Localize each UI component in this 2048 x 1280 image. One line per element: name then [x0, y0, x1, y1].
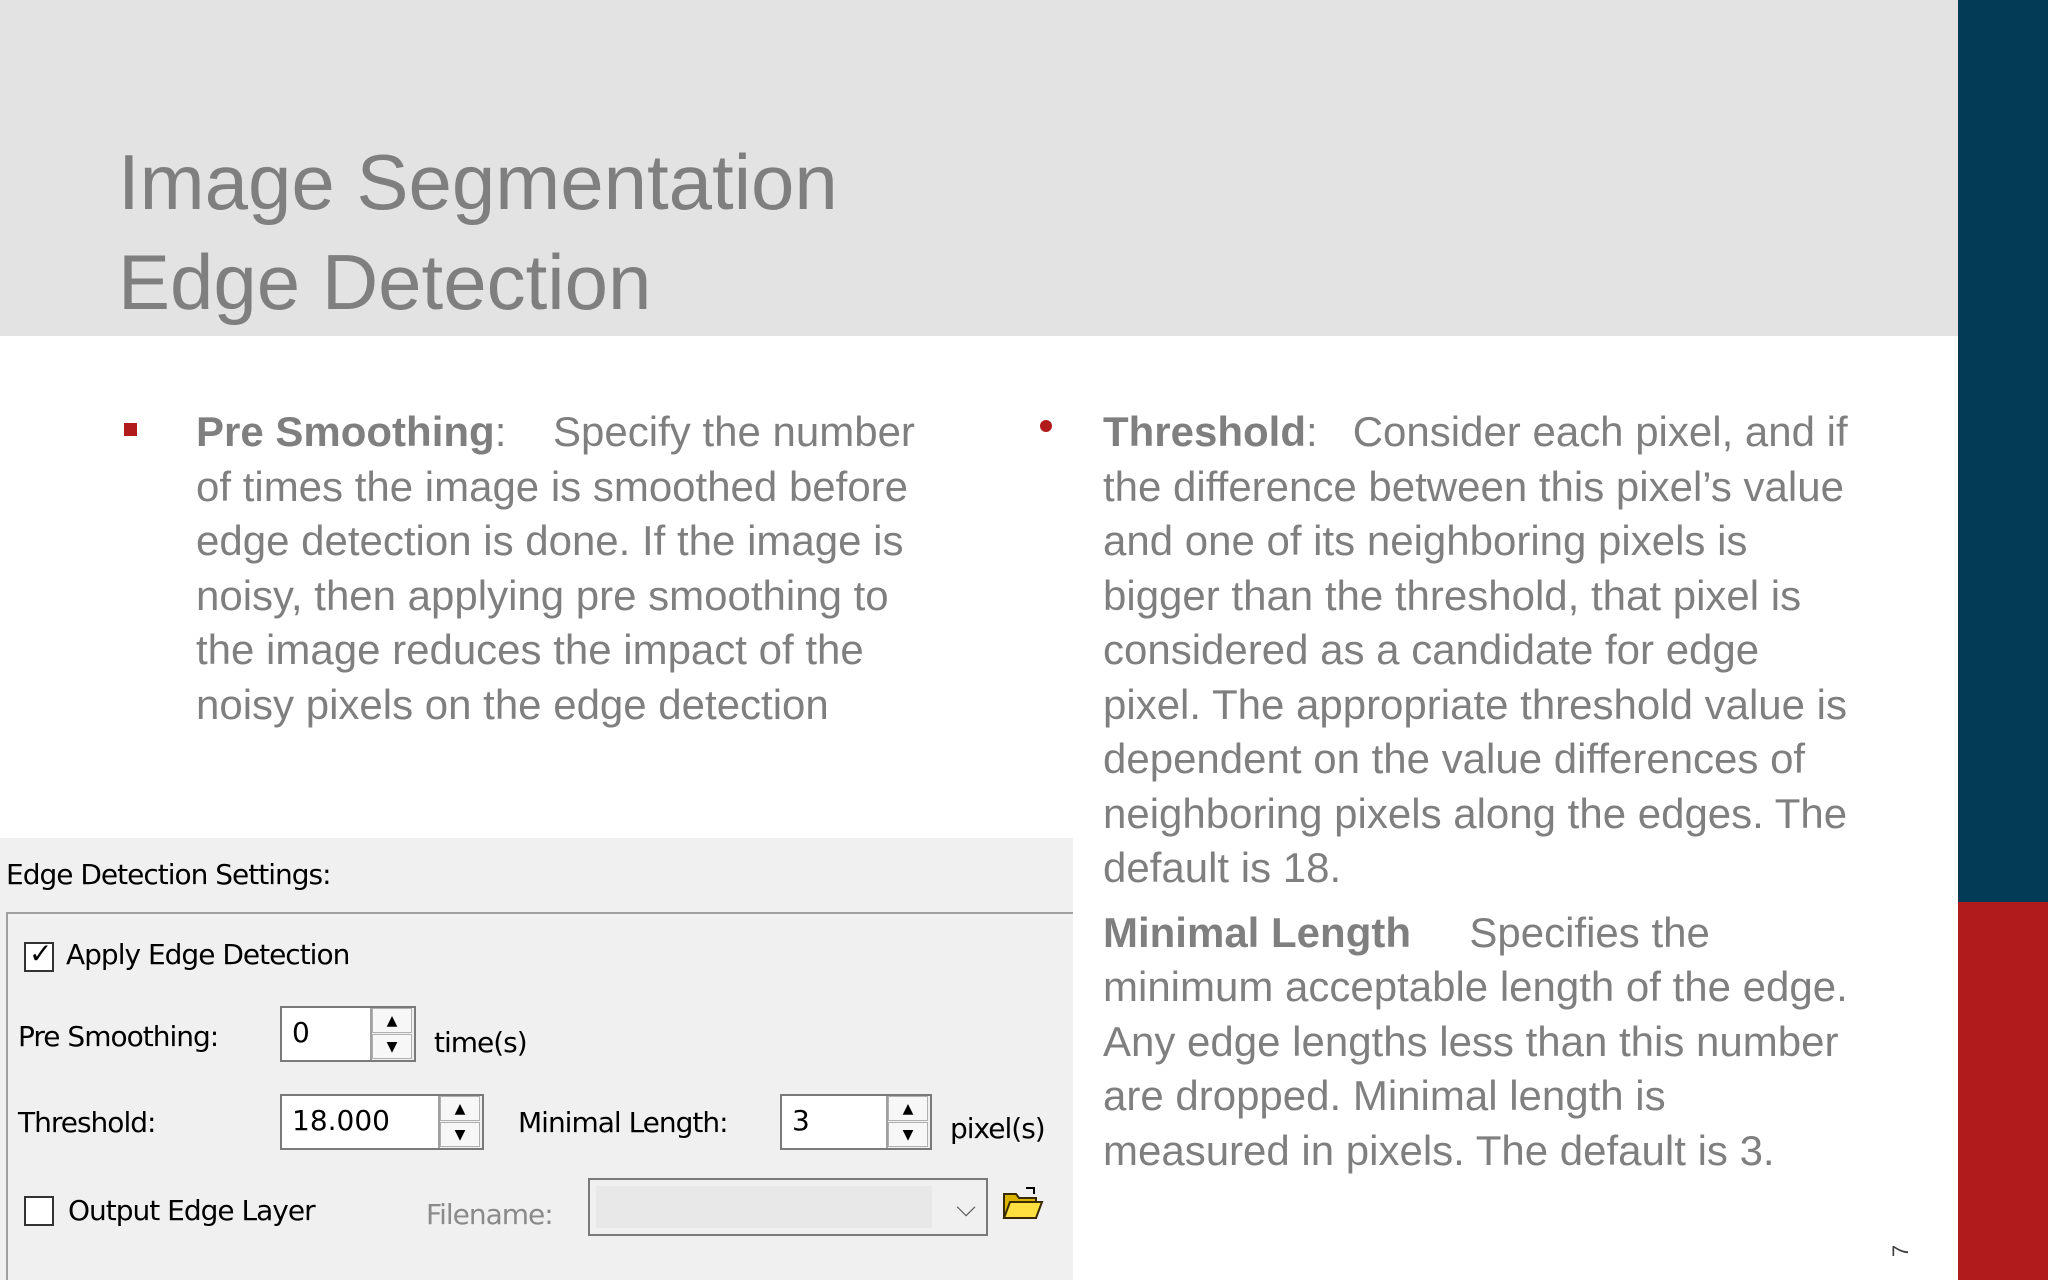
- spin-up-icon[interactable]: ▲: [888, 1096, 928, 1121]
- filename-label: Filename:: [426, 1198, 553, 1231]
- spin-down-icon[interactable]: ▼: [372, 1034, 412, 1059]
- minimal-length-value[interactable]: 3: [792, 1104, 810, 1137]
- side-accent-red: [1958, 902, 2048, 1280]
- open-folder-icon[interactable]: [1002, 1186, 1044, 1222]
- threshold-separator: :: [1306, 408, 1318, 455]
- pre-smoothing-description: [196, 405, 936, 732]
- spin-up-icon[interactable]: ▲: [372, 1008, 412, 1033]
- threshold-text: Consider each pixel, and if the difference between this pixel’s value and one of its neighboring pixels is bigger than the threshold, that pixel is considered as a candidate for edge pixel. The appropriate threshold value is dependent on the value differences of neighboring pixels along the edges. The default is 18.: [1103, 408, 1848, 891]
- minimal-length-label: Minimal Length:: [518, 1106, 728, 1139]
- threshold-description: [1103, 405, 1863, 1178]
- pre-smoothing-term: Pre Smoothing: [196, 408, 495, 455]
- dialog-title: Edge Detection Settings:: [6, 858, 331, 891]
- threshold-spin-buttons: [438, 1096, 482, 1148]
- minimal-length-spin-buttons: [886, 1096, 930, 1148]
- slide-title-line2: Edge Detection: [118, 238, 652, 326]
- threshold-term: Threshold: [1103, 408, 1307, 455]
- pre-smoothing-spinner[interactable]: [280, 1006, 416, 1062]
- side-accent-navy: [1958, 0, 2048, 902]
- filename-combobox[interactable]: [588, 1178, 988, 1236]
- threshold-label: Threshold:: [18, 1106, 156, 1139]
- minimal-length-unit: pixel(s): [950, 1112, 1045, 1145]
- minimal-length-description: [1103, 906, 1863, 1179]
- round-bullet-icon: [1040, 420, 1052, 432]
- pre-smoothing-label: Pre Smoothing:: [18, 1020, 219, 1053]
- spin-down-icon[interactable]: ▼: [440, 1122, 480, 1147]
- spin-up-icon[interactable]: ▲: [440, 1096, 480, 1121]
- chevron-down-icon[interactable]: ⌵: [956, 1192, 976, 1222]
- apply-edge-detection-checkbox[interactable]: [24, 938, 54, 972]
- pre-smoothing-separator: :: [494, 408, 507, 455]
- slide-title-line1: Image Segmentation: [118, 138, 838, 226]
- spin-down-icon[interactable]: ▼: [888, 1122, 928, 1147]
- output-edge-layer-checkbox[interactable]: [24, 1196, 54, 1226]
- minimal-length-spinner[interactable]: [780, 1094, 932, 1150]
- pre-smoothing-unit: time(s): [434, 1026, 527, 1059]
- pre-smoothing-value[interactable]: 0: [292, 1016, 310, 1049]
- checkmark-icon: ✓: [29, 938, 53, 969]
- filename-field[interactable]: [596, 1186, 932, 1228]
- minimal-length-text: Specifies the minimum acceptable length of the edge. Any edge lengths less than this number are dropped. Minimal length is measured in pixels. The default is 3.: [1103, 908, 1848, 1174]
- pre-smoothing-spin-buttons: [370, 1008, 414, 1060]
- slide-title: [118, 132, 838, 332]
- threshold-spinner[interactable]: [280, 1094, 484, 1150]
- square-bullet-icon: [124, 423, 137, 436]
- threshold-value[interactable]: 18.000: [292, 1104, 390, 1137]
- slide-number: 7: [1888, 1244, 1914, 1258]
- apply-edge-detection-label[interactable]: Apply Edge Detection: [66, 938, 350, 971]
- output-edge-layer-label[interactable]: Output Edge Layer: [68, 1194, 315, 1227]
- pre-smoothing-text: Specify the number of times the image is smoothed before edge detection is done. If the image is noisy, then applying pre smoothing to the image reduces the impact of the noisy pixels on the edge detection: [196, 408, 915, 728]
- minimal-length-term: Minimal Length: [1103, 908, 1411, 956]
